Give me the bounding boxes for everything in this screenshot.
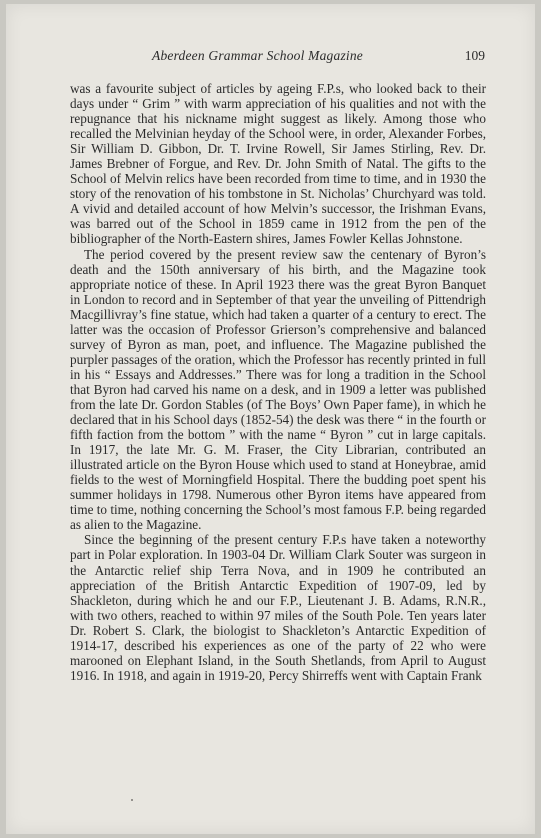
paper-speck: [131, 799, 133, 801]
body-text: [70, 81, 486, 683]
paragraph-byron: The period covered by the present review saw the centenary of Byron’s death and the 150th anniversary of his birth, and the Magazine took appropriate notice of these. In April 1923 there was the great Byron Banquet in London to record and in September of that year the unveiling of Pittendrigh Macgillivray’s fine statue, which had taken a quarter of a century to erect. The latter was the occasion of Professor Grierson’s comprehensive and balanced survey of Byron as man, poet, and influence. The Magazine published the purpler passages of the oration, which the Professor has recently printed in full in his “ Essays and Addresses.” There was for long a tradition in the School that Byron had carved his name on a desk, and in 1909 a letter was published from the late Dr. Gordon Stables (of The Boys’ Own Paper fame), in which he declared that in his School days (1852-54) the desk was there “ in the fourth or fifth faction from the bottom ” with the name “ Byron ” cut in large capitals. In 1917, the late Mr. G. M. Fraser, the City Librarian, contributed an illustrated article on the Byron House which used to stand at Honeybrae, amid fields to the west of Morningfield Hospital. There the budding poet spent his summer holidays in 1798. Numerous other Byron items have appeared from time to time, nothing concerning the School’s most famous F.P. being regarded as alien to the Magazine.: [70, 246, 486, 533]
book-page: [6, 4, 535, 834]
running-head: Aberdeen Grammar School Magazine: [152, 48, 363, 63]
page-number: 109: [464, 48, 485, 63]
page-header: [70, 48, 485, 68]
paragraph-melvin: was a favourite subject of articles by ageing F.P.s, who looked back to their days under “ Grim ” with warm appreciation of his qualities and not with the repugnance that his nickname might suggest as likely. Among those who recalled the Melvinian heyday of the School were, in order, Alexander Forbes, Sir William D. Gibbon, Dr. T. Irvine Rowell, Sir James Stirling, Rev. Dr. James Brebner of Forgue, and Rev. Dr. John Smith of Natal. The gifts to the School of Melvin relics have been recorded from time to time, and in 1930 the story of the renovation of his tombstone in St. Nicholas’ Churchyard was told. A vivid and detailed account of how Melvin’s successor, the Irishman Evans, was barred out of the School in 1859 came in 1912 from the pen of the bibliographer of the North-Eastern shires, James Fowler Kellas Johnstone.: [70, 81, 486, 247]
paragraph-polar-exploration: Since the beginning of the present century F.P.s have taken a noteworthy part in Polar exploration. In 1903-04 Dr. William Clark Souter was surgeon in the Antarctic relief ship Terra Nova, and in 1909 he contributed an appreciation of the British Antarctic Expedition of 1907-09, led by Shackleton, during which he and our F.P., Lieutenant J. B. Adams, R.N.R., with two others, reached to within 97 miles of the South Pole. Ten years later Dr. Robert S. Clark, the biologist to Shackleton’s Antarctic Expedition of 1914-17, described his experiences as one of the party of 22 who were marooned on Elephant Island, in the South Shetlands, from April to August 1916. In 1918, and again in 1919-20, Percy Shirreffs went with Captain Frank: [70, 532, 486, 683]
